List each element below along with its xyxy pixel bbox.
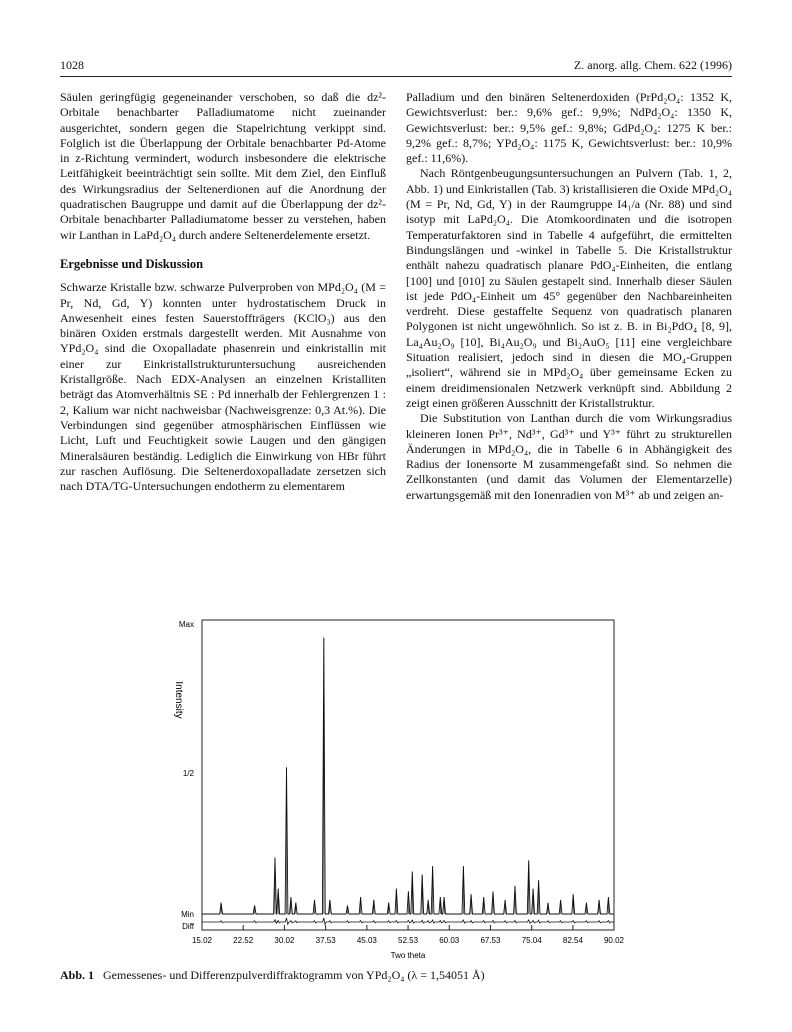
right-paragraph-1: Palladium und den binären Seltenerdoxiden (PrPd₂O₄: 1352 K, Gewichtsverlust: ber.: 9,6% gef.: 9,9%; NdPd₂O₄: 1350 K, Gewichtsverlust: ber.: 9,5% gef.: 9,8%; GdPd₂O₄: 1275 K ber.: 9,2% gef.: 8,7%; YPd₂O₄: 1175 K, Gewichtsverlust: ber.: 10,9% gef.: 11,6%).	[406, 90, 732, 166]
x-tick-label: 37.53	[315, 936, 336, 945]
journal-reference: Z. anorg. allg. Chem. 622 (1996)	[573, 58, 732, 72]
observed-pattern-line	[202, 638, 614, 914]
plot-frame	[202, 620, 614, 930]
x-tick-label: 82.54	[562, 936, 583, 945]
left-paragraph-2: Schwarze Kristalle bzw. schwarze Pulverproben von MPd₂O₄ (M = Pr, Nd, Gd, Y) konnten unter hydrostatischem Druck in Anwesenheit eines festen Sauerstoffträgers (KClO₃) aus den binären Oxiden erstmals dargestellt werden. Mit Ausnahme von YPd₂O₄ sind die Oxopalladate phasenrein und einkristallin mit einer zur Einkristallstrukturuntersuchung ausreichenden Kristallgröße. Nach EDX-Analysen an einzelnen Kristalliten beträgt das Atomverhältnis SE : Pd innerhalb der Fehlergrenzen 1 : 2, Kalium war nicht nachweisbar (Nachweisgrenze: 0,3 At.%). Die Verbindungen sind gegenüber atmosphärischen Einflüssen wie Licht, Luft und Feuchtigkeit sowie Laugen und den gängigen Mineralsäuren beständig. Lediglich die Einwirkung von HBr führt zur raschen Auflösung. Die Seltenerdoxopalladate zersetzen sich nach DTA/TG-Untersuchungen endotherm zu elementarem	[60, 280, 386, 494]
caption-text: Gemessenes- und Differenzpulverdiffraktogramm von YPd₂O₄ (λ = 1,54051 Å)	[103, 968, 485, 982]
y-tick-label: 1/2	[182, 769, 194, 778]
x-axis-label: Two theta	[390, 951, 426, 960]
x-tick-label: 15.02	[191, 936, 213, 945]
y-tick-label: Max	[178, 620, 194, 629]
y-axis-label: Intensity	[173, 681, 184, 719]
caption-label: Abb. 1	[60, 968, 95, 982]
x-tick-label: 75.04	[521, 936, 542, 945]
y-tick-label: Min	[181, 910, 194, 919]
right-paragraph-2: Nach Röntgenbeugungsuntersuchungen an Pulvern (Tab. 1, 2, Abb. 1) und Einkristallen (Tab. 3) kristallisieren die Oxide MPd₂O₄ (M = Pr, Nd, Gd, Y) in der Raumgruppe I4₁/a (Nr. 88) und sind isotyp mit LaPd₂O₄. Die Atomkoordinaten und die isotropen Temperaturfaktoren sind in Tabelle 4 aufgeführt, die ermittelten Bindungslängen und -winkel in Tabelle 5. Die Kristallstruktur enthält nahezu quadratisch planare PdO₄-Einheiten, die entlang [100] und [010] zu Säulen gestapelt sind. Innerhalb dieser Säulen ist jede PdO₄-Einheit um 45° gegenüber den Nachbareinheiten verdreht. Diese gestaffelte Sequenz von quadratisch planaren Polygonen ist nicht ungewöhnlich. So ist z. B. in Bi₂PdO₄ [8, 9], La₄Au₂O₉ [10], Bi₄Au₂O₉ und Bi₂AuO₅ [11] eine vergleichbare Situation realisiert, jedoch sind in diesen die MO₄-Gruppen „isoliert“, während sie in MPd₂O₄ über gemeinsame Ecken zu einem dreidimensionalen Netzwerk verknüpft sind. Abbildung 2 zeigt einen größeren Ausschnitt der Kristallstruktur.	[406, 166, 732, 410]
page-number: 1028	[60, 58, 84, 72]
x-tick-label: 52.53	[398, 936, 419, 945]
y-tick-label: Diff	[182, 922, 194, 931]
x-tick-label: 90.02	[603, 936, 625, 945]
section-heading: Ergebnisse und Diskussion	[60, 256, 204, 271]
x-tick-label: 67.53	[480, 936, 501, 945]
figure-caption	[60, 968, 732, 983]
right-paragraph-3: Die Substitution von Lanthan durch die vom Wirkungsradius kleineren Ionen Pr³⁺, Nd³⁺, Gd³⁺ und Y³⁺ führt zu strukturellen Änderungen in MPd₂O₄, die in Tabelle 6 in Abhängigkeit des Radius der Ionensorte M zusammengefaßt sind. So nehmen die Zellkonstanten (und damit das Volumen der Elementarzelle) erwartungsgemäß mit den Ionenradien von M³⁺ ab und zeigen an-	[406, 411, 732, 502]
left-paragraph-1: Säulen geringfügig gegeneinander verschoben, so daß die dz²-Orbitale benachbarter Palladiumatome nicht zueinander ausgerichtet, sondern gegen die Stapelrichtung verkippt sind. Folglich ist die Überlappung der Orbitale benachbarter Pd-Atome in z-Richtung vermindert, wodurch insbesondere die elektrische Leitfähigkeit beeinträchtigt sein sollte. Mit dem Ziel, den Einfluß des Wirkungsradius der Seltenerdionen auf die Anordnung der quadratischen Baugruppe und damit auf die Überlappung der dz²-Orbitale benachbarter Palladiumatome besser zu verstehen, haben wir Lanthan in LaPd₂O₄ durch andere Seltenerdelemente ersetzt.	[60, 90, 386, 242]
x-tick-label: 45.03	[356, 936, 377, 945]
difference-curve-line	[202, 918, 614, 924]
x-tick-label: 60.03	[439, 936, 460, 945]
x-tick-label: 22.52	[233, 936, 254, 945]
x-tick-label: 30.02	[274, 936, 295, 945]
